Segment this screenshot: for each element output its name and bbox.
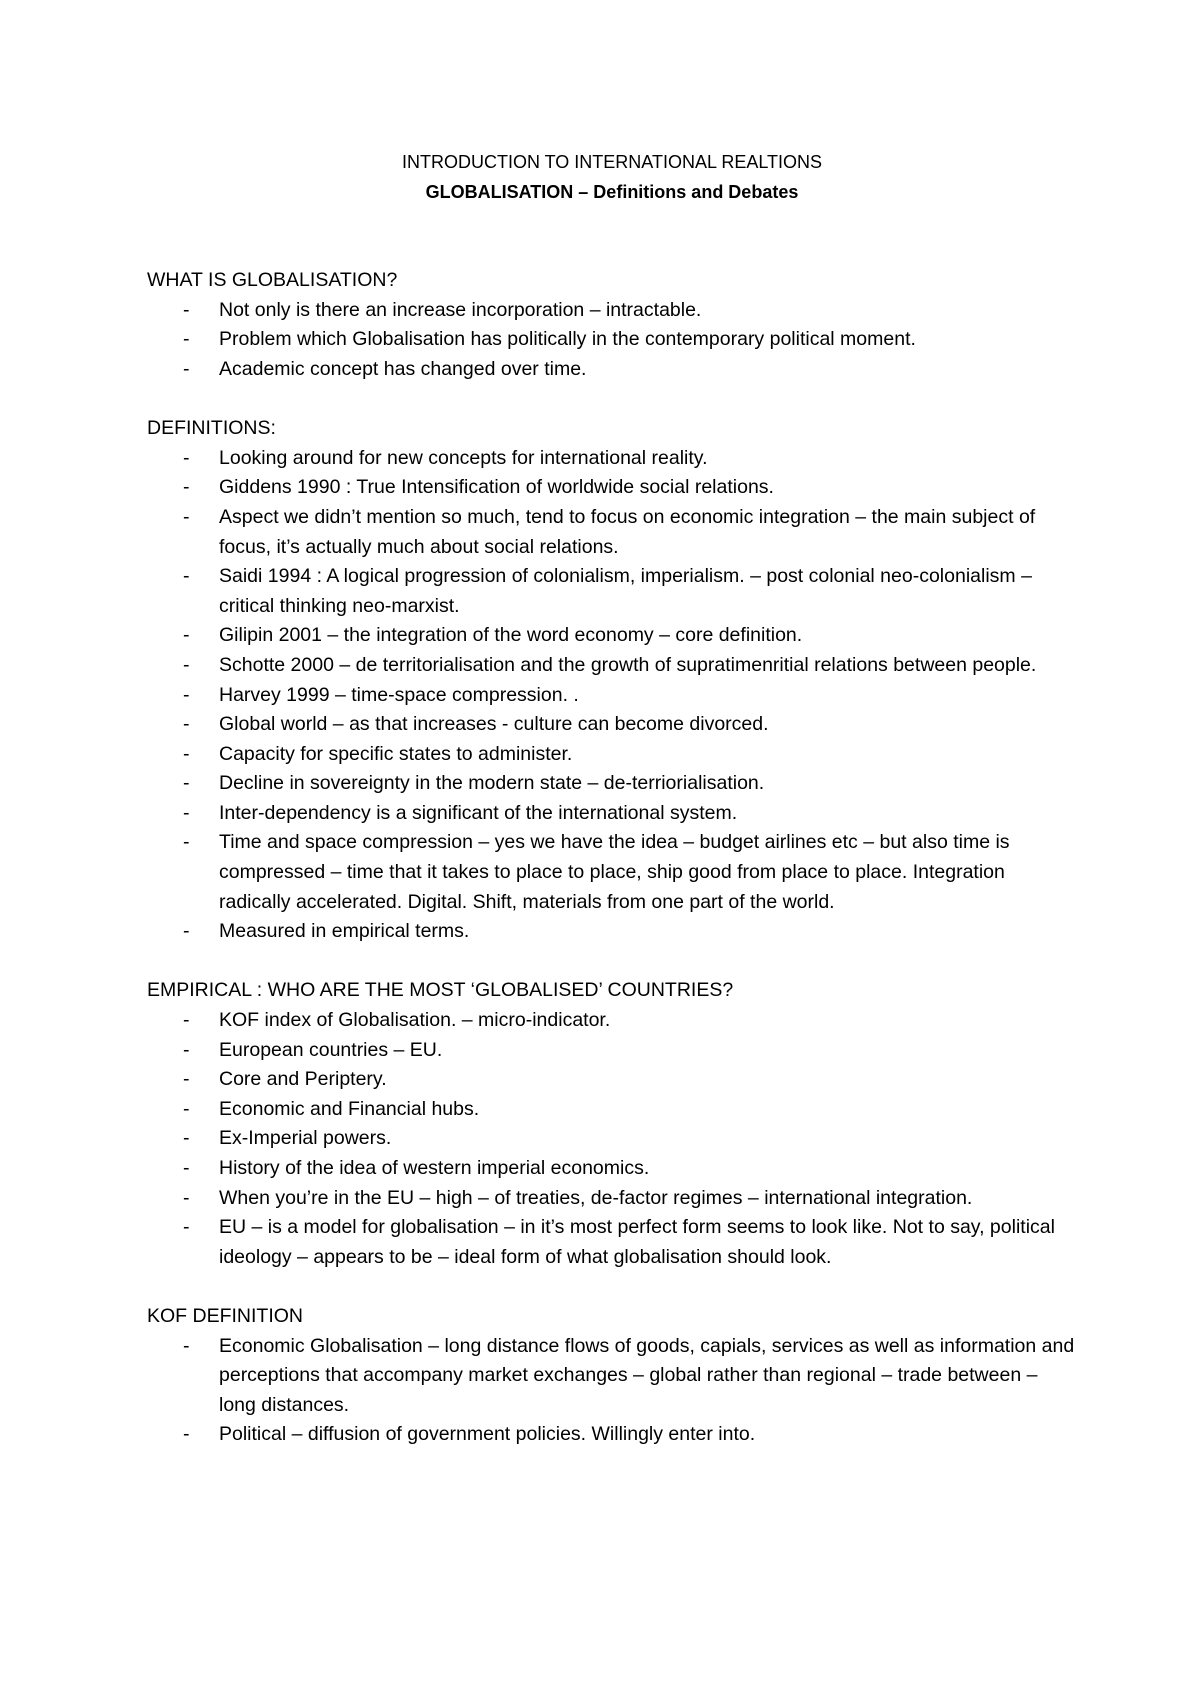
list-item-text: Economic Globalisation – long distance flows of goods, capials, services as well as information and perceptions that accompany market exchanges – global rather than regional – trade between – long distances. [219,1334,1075,1416]
list-item [147,799,1077,829]
list-item [147,1154,1077,1184]
list-item [147,740,1077,770]
list-item [147,503,1077,562]
bullet-dash: - [183,801,190,824]
list-item [147,681,1077,711]
section-heading: DEFINITIONS: [147,417,276,440]
bullet-dash: - [183,1097,190,1120]
title-block [147,148,1077,207]
bullet-dash: - [183,624,190,647]
list-item [147,473,1077,503]
document-content [147,148,1077,1450]
list-item [147,1213,1077,1272]
bullet-dash: - [183,446,190,469]
section-heading: KOF DEFINITION [147,1304,303,1327]
list-item [147,769,1077,799]
bullet-list [147,1332,1077,1450]
list-item-text: Time and space compression – yes we have the idea – budget airlines etc – but also time is compressed – time that it takes to place to place, ship good from place to place. Integration radically accelerated. Digital. Shift, materials from one part of the world. [219,831,1010,913]
section-definitions [147,414,1077,947]
list-item [147,562,1077,621]
list-item [147,296,1077,326]
section-kof-definition [147,1302,1077,1450]
bullet-dash: - [183,1009,190,1032]
bullet-dash: - [183,920,190,943]
list-item-text: Schotte 2000 – de territorialisation and the growth of supratimenritial relations between people. [219,653,1037,676]
list-item [147,444,1077,474]
section-empirical [147,976,1077,1272]
list-item-text: Academic concept has changed over time. [219,357,587,380]
list-item [147,1124,1077,1154]
bullet-dash: - [183,1423,190,1446]
list-item [147,1420,1077,1450]
bullet-dash: - [183,831,190,854]
bullet-dash: - [183,328,190,351]
bullet-dash: - [183,1127,190,1150]
list-item-text: Looking around for new concepts for international reality. [219,446,708,469]
list-item-text: Ex-Imperial powers. [219,1127,392,1150]
list-item [147,917,1077,947]
list-item-text: Problem which Globalisation has politically in the contemporary political moment. [219,328,916,351]
document-title: INTRODUCTION TO INTERNATIONAL REALTIONS [401,152,823,172]
bullet-dash: - [183,357,190,380]
section-heading: EMPIRICAL : WHO ARE THE MOST ‘GLOBALISED’ COUNTRIES? [147,979,734,1002]
list-item-text: Economic and Financial hubs. [219,1097,480,1120]
list-item [147,828,1077,917]
bullet-dash: - [183,653,190,676]
list-item-text: History of the idea of western imperial economics. [219,1157,650,1179]
bullet-list [147,296,1077,385]
bullet-dash: - [183,772,190,795]
section-heading: WHAT IS GLOBALISATION? [147,269,398,292]
bullet-dash: - [183,1216,190,1239]
section-what-is-globalisation [147,266,1077,384]
list-item [147,1036,1077,1066]
list-item [147,621,1077,651]
list-item-text: Inter-dependency is a significant of the international system. [219,801,738,824]
list-item [147,1006,1077,1036]
list-item-text: Global world – as that increases - culture can become divorced. [219,713,769,736]
list-item [147,1065,1077,1095]
list-item-text: Aspect we didn’t mention so much, tend to focus on economic integration – the main subject of focus, it’s actually much about social relations. [219,505,1036,558]
list-item-text: Measured in empirical terms. [219,920,470,943]
bullet-dash: - [183,1334,190,1357]
bullet-dash: - [183,505,190,528]
list-item [147,355,1077,385]
list-item-text: When you’re in the EU – high – of treaties, de-factor regimes – international integration. [219,1186,973,1209]
list-item-text: Core and Periptery. [219,1068,387,1091]
bullet-dash: - [183,1038,190,1061]
bullet-dash: - [183,565,190,588]
list-item-text: Not only is there an increase incorporation – intractable. [219,298,702,321]
bullet-dash: - [183,298,190,321]
list-item-text: EU – is a model for globalisation – in it’s most perfect form seems to look like. Not to say, political ideology – appears to be – ideal form of what globalisation should look. [219,1216,1055,1268]
bullet-list [147,1006,1077,1272]
list-item [147,1184,1077,1214]
list-item [147,710,1077,740]
list-item-text: Decline in sovereignty in the modern state – de-terriorialisation. [219,772,765,795]
list-item-text: European countries – EU. [219,1038,443,1061]
bullet-dash: - [183,1068,190,1091]
bullet-dash: - [183,713,190,736]
list-item-text: Political – diffusion of government policies. Willingly enter into. [219,1423,756,1446]
bullet-dash: - [183,476,190,499]
document-subtitle: GLOBALISATION – Definitions and Debates [425,181,799,202]
list-item-text: Saidi 1994 : A logical progression of colonialism, imperialism. – post colonial neo-colonialism – critical thinking neo-marxist. [219,565,1032,617]
list-item-text: Gilipin 2001 – the integration of the word economy – core definition. [219,624,803,647]
list-item [147,1095,1077,1125]
bullet-list [147,444,1077,947]
bullet-dash: - [183,1157,190,1179]
list-item [147,1332,1077,1421]
list-item [147,651,1077,681]
bullet-dash: - [183,683,190,706]
list-item [147,325,1077,355]
list-item-text: Harvey 1999 – time-space compression. . [219,683,579,706]
list-item-text: KOF index of Globalisation. – micro-indicator. [219,1009,611,1032]
list-item-text: Giddens 1990 : True Intensification of worldwide social relations. [219,476,774,499]
bullet-dash: - [183,1186,190,1209]
list-item-text: Capacity for specific states to administer. [219,742,573,765]
bullet-dash: - [183,742,190,765]
